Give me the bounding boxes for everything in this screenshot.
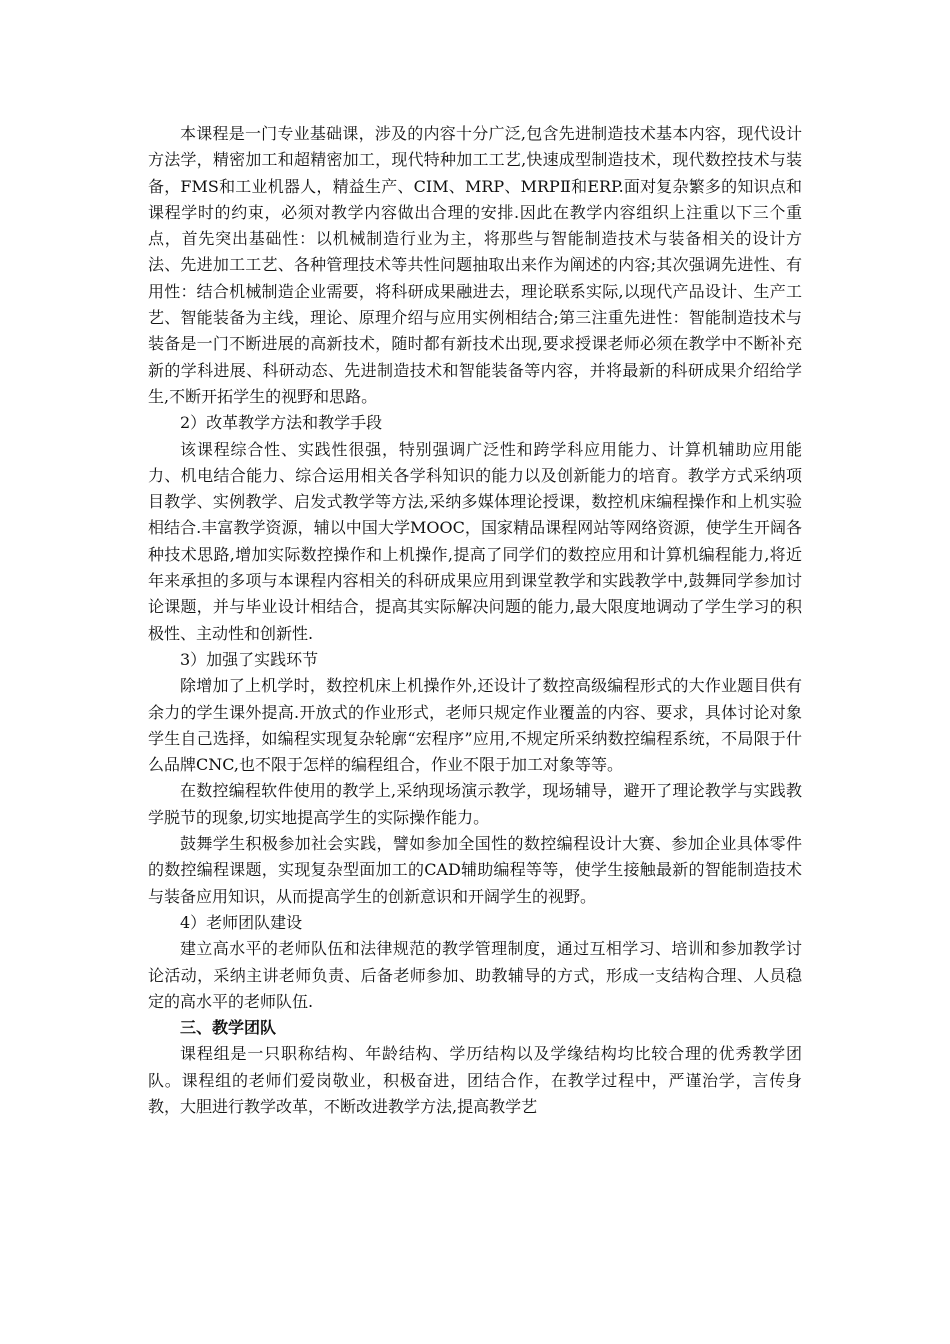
heading-practice: 3）加强了实践环节 (180, 649, 319, 669)
paragraph-software-teaching: 在数控编程软件使用的教学上,采纳现场演示教学，现场辅导，避开了理论教学与实践教学脱节的现象,切实地提高学生的实际操作能力。 (148, 781, 802, 827)
heading-teaching-methods: 2）改革教学方法和教学手段 (180, 413, 383, 433)
paragraph-social-practice: 鼓舞学生积极参加社会实践，譬如参加全国性的数控编程设计大赛、参加企业具体零件的数控编程课题，实现复杂型面加工的CAD辅助编程等等，使学生接触最新的智能制造技术与装备应用知识，从而提高学生的创新意识和开阔学生的视野。 (148, 834, 802, 906)
paragraph-teaching-methods: 该课程综合性、实践性很强，特别强调广泛性和跨学科应用能力、计算机辅助应用能力、机电结合能力、综合运用相关各学科知识的能力以及创新能力的培育。教学方式采纳项目教学、实例教学、启发式教学等方法,采纳多媒体理论授课，数控机床编程操作和上机实验相结合.丰富教学资源，辅以中国大学MOOC，国家精品课程网站等网络资源，使学生开阔各种技术思路,增加实际数控操作和上机操作,提高了同学们的数控应用和计算机编程能力,将近年来承担的多项与本课程内容相关的科研成果应用到课堂教学和实践教学中,鼓舞同学参加讨论课题，并与毕业设计相结合，提高其实际解决问题的能力,最大限度地调动了学生学习的积极性、主动性和创新性. (148, 439, 802, 643)
paragraph-teacher-team: 建立高水平的老师队伍和法律规范的教学管理制度，通过互相学习、培训和参加教学讨论活动，采纳主讲老师负责、后备老师参加、助教辅导的方式，形成一支结构合理、人员稳定的高水平的老师队伍. (148, 939, 802, 1011)
document-page (148, 121, 802, 1120)
section-title-teaching-team: 三、教学团队 (180, 1018, 277, 1038)
heading-teacher-team: 4）老师团队建设 (180, 912, 303, 932)
paragraph-course-content: 本课程是一门专业基础课，涉及的内容十分广泛,包含先进制造技术基本内容，现代设计方法学，精密加工和超精密加工，现代特种加工工艺,快速成型制造技术，现代数控技术与装备，FMS和工业机器人，精益生产、CIM、MRP、MRPⅡ和ERP.面对复杂繁多的知识点和课程学时的约束，必须对教学内容做出合理的安排.因此在教学内容组织上注重以下三个重点，首先突出基础性：以机械制造行业为主，将那些与智能制造技术与装备相关的设计方法、先进加工工艺、各种管理技术等共性问题抽取出来作为阐述的内容;其次强调先进性、有用性：结合机械制造企业需要，将科研成果融进去，理论联系实际,以现代产品设计、生产工艺、智能装备为主线，理论、原理介绍与应用实例相结合;第三注重先进性：智能制造技术与装备是一门不断进展的高新技术，随时都有新技术出现,要求授课老师必须在教学中不断补充新的学科进展、科研动态、先进制造技术和智能装备等内容，并将最新的科研成果介绍给学生,不断开拓学生的视野和思路。 (148, 124, 802, 406)
paragraph-teaching-team: 课程组是一只职称结构、年龄结构、学历结构以及学缘结构均比较合理的优秀教学团队。课程组的老师们爱岗敬业，积极奋进，团结合作，在教学过程中，严谨治学，言传身教，大胆进行教学改革，不断改进教学方法,提高教学艺 (148, 1044, 802, 1116)
paragraph-practice-hours: 除增加了上机学时，数控机床上机操作外,还设计了数控高级编程形式的大作业题目供有余力的学生课外提高.开放式的作业形式，老师只规定作业覆盖的内容、要求，具体讨论对象学生自己选择，如编程实现复杂轮廓“宏程序”应用,不规定所采纳数控编程系统，不局限于什么品牌CNC,也不限于怎样的编程组合，作业不限于加工对象等等。 (148, 676, 802, 775)
